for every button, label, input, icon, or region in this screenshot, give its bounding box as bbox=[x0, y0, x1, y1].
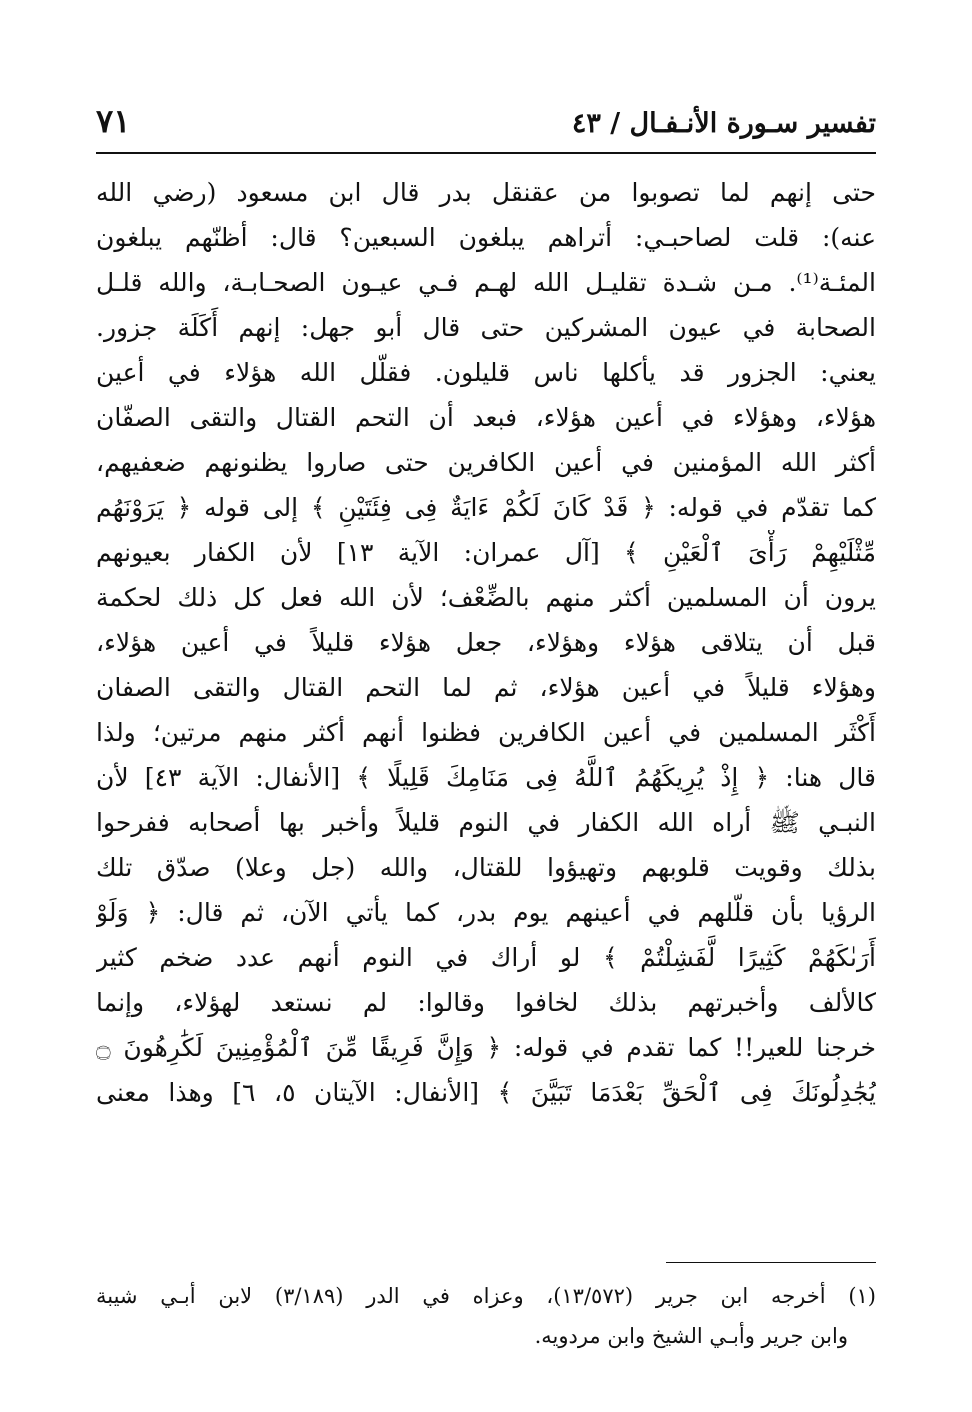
text-line: أَرَىٰكَهُمْ كَثِيرًا لَّفَشِلْتُمْ ﴾ لو أراك في النوم أنهم عدد ضخم كثير bbox=[96, 943, 876, 972]
page-number: ٧١ bbox=[96, 102, 131, 140]
text-line: قال هنا: ﴿ إِذْ يُرِيكَهُمُ ٱللَّهُ فِى مَنَامِكَ قَلِيلًا ﴾ [الأنفال: الآية ٤٣] لأن bbox=[96, 763, 876, 792]
text-line: وهؤلاء قليلاً في أعين هؤلاء، ثم لما التحم القتال والتقى الصفان bbox=[96, 673, 876, 702]
running-title: تفسير سـورة الأنـفـال / ٤٣ bbox=[571, 108, 876, 139]
footnote-divider bbox=[666, 1262, 876, 1263]
text-line: يرون أن المسلمين أكثر منهم بالضِّعْف؛ لأن الله فعل كل ذلك لحكمة bbox=[96, 583, 876, 612]
footnote bbox=[96, 1276, 876, 1356]
text-line: عنه): قلت لصاحبـي: أتراهم يبلغون السبعين؟ قال: أظنّهم يبلغون bbox=[96, 223, 876, 252]
running-header bbox=[96, 100, 876, 150]
text-line: الرؤيا بأن قلّلهم في أعينهم يوم بدر، كما يأتي الآن، ثم قال: ﴿ وَلَوْ bbox=[96, 898, 876, 927]
text-line: النبـي ﷺ أراه الله الكفار في النوم قليلاً وأخبر بها أصحابه ففرحوا bbox=[96, 808, 876, 837]
text-line: يعني: الجزور قد يأكلها ناس قليلون. فقلّل الله هؤلاء في أعين bbox=[96, 358, 876, 387]
text-line: حتى إنهم لما تصوبوا من عقنقل بدر قال ابن مسعود (رضي الله bbox=[96, 178, 876, 207]
text-line: المئـة⁽¹⁾. مـن شـدة تقليـل الله لهـم فـي عيـون الصحـابـة، والله قلـل bbox=[96, 268, 876, 297]
body-text bbox=[96, 170, 876, 1115]
footnote-line: (١) أخرجه ابن جرير (١٣/٥٧٢)، وعزاه في الدر (٣/١٨٩) لابن أبـي شيبة bbox=[96, 1284, 876, 1308]
text-line: الصحابة في عيون المشركين حتى قال أبو جهل: إنهم أَكَلَة جزور. bbox=[96, 313, 876, 342]
text-line: مِّثْلَيْهِمْ رَأْىَ ٱلْعَيْنِ ﴾ [آل عمران: الآية ١٣] لأن الكفار بعيونهم bbox=[96, 538, 876, 567]
text-line: قبل أن يتلاقى هؤلاء وهؤلاء، جعل هؤلاء قليلاً في أعين هؤلاء، bbox=[96, 628, 876, 657]
text-line: أكثر الله المؤمنين في أعين الكافرين حتى صاروا يظنونهم ضعفيهم، bbox=[96, 448, 876, 477]
text-line: أَكْثَر المسلمين في أعين الكافرين فظنوا أنهم أكثر منهم مرتين؛ ولذا bbox=[96, 718, 876, 747]
text-line: هؤلاء، وهؤلاء في أعين هؤلاء، فبعد أن التحم القتال والتقى الصفّان bbox=[96, 403, 876, 432]
text-line: كالألف وأخبرتهم بذلك لخافوا وقالوا: لم نستعد لهؤلاء، وإنما bbox=[96, 988, 876, 1017]
text-line: بذلك وقويت قلوبهم وتهيؤوا للقتال، والله (جل وعلا) صدّق تلك bbox=[96, 853, 876, 882]
header-divider bbox=[96, 152, 876, 154]
footnote-line: وابن جرير وأبـي الشيخ وابن مردويه. bbox=[534, 1324, 848, 1348]
text-line: خرجنا للعير!! كما تقدم في قوله: ﴿ وَإِنَّ فَرِيقًا مِّنَ ٱلْمُؤْمِنِينَ لَكَٰرِهُونَ ۝ bbox=[96, 1033, 876, 1062]
text-line: يُجَٰدِلُونَكَ فِى ٱلْحَقِّ بَعْدَمَا تَبَيَّنَ ﴾ [الأنفال: الآيتان ٥، ٦] وهذا معنى bbox=[96, 1078, 876, 1107]
text-line: كما تقدّم في قوله: ﴿ قَدْ كَانَ لَكُمْ ءَايَةٌ فِى فِئَتَيْنِ ﴾ إلى قوله ﴿ يَرَوْنَهُم bbox=[96, 493, 876, 522]
